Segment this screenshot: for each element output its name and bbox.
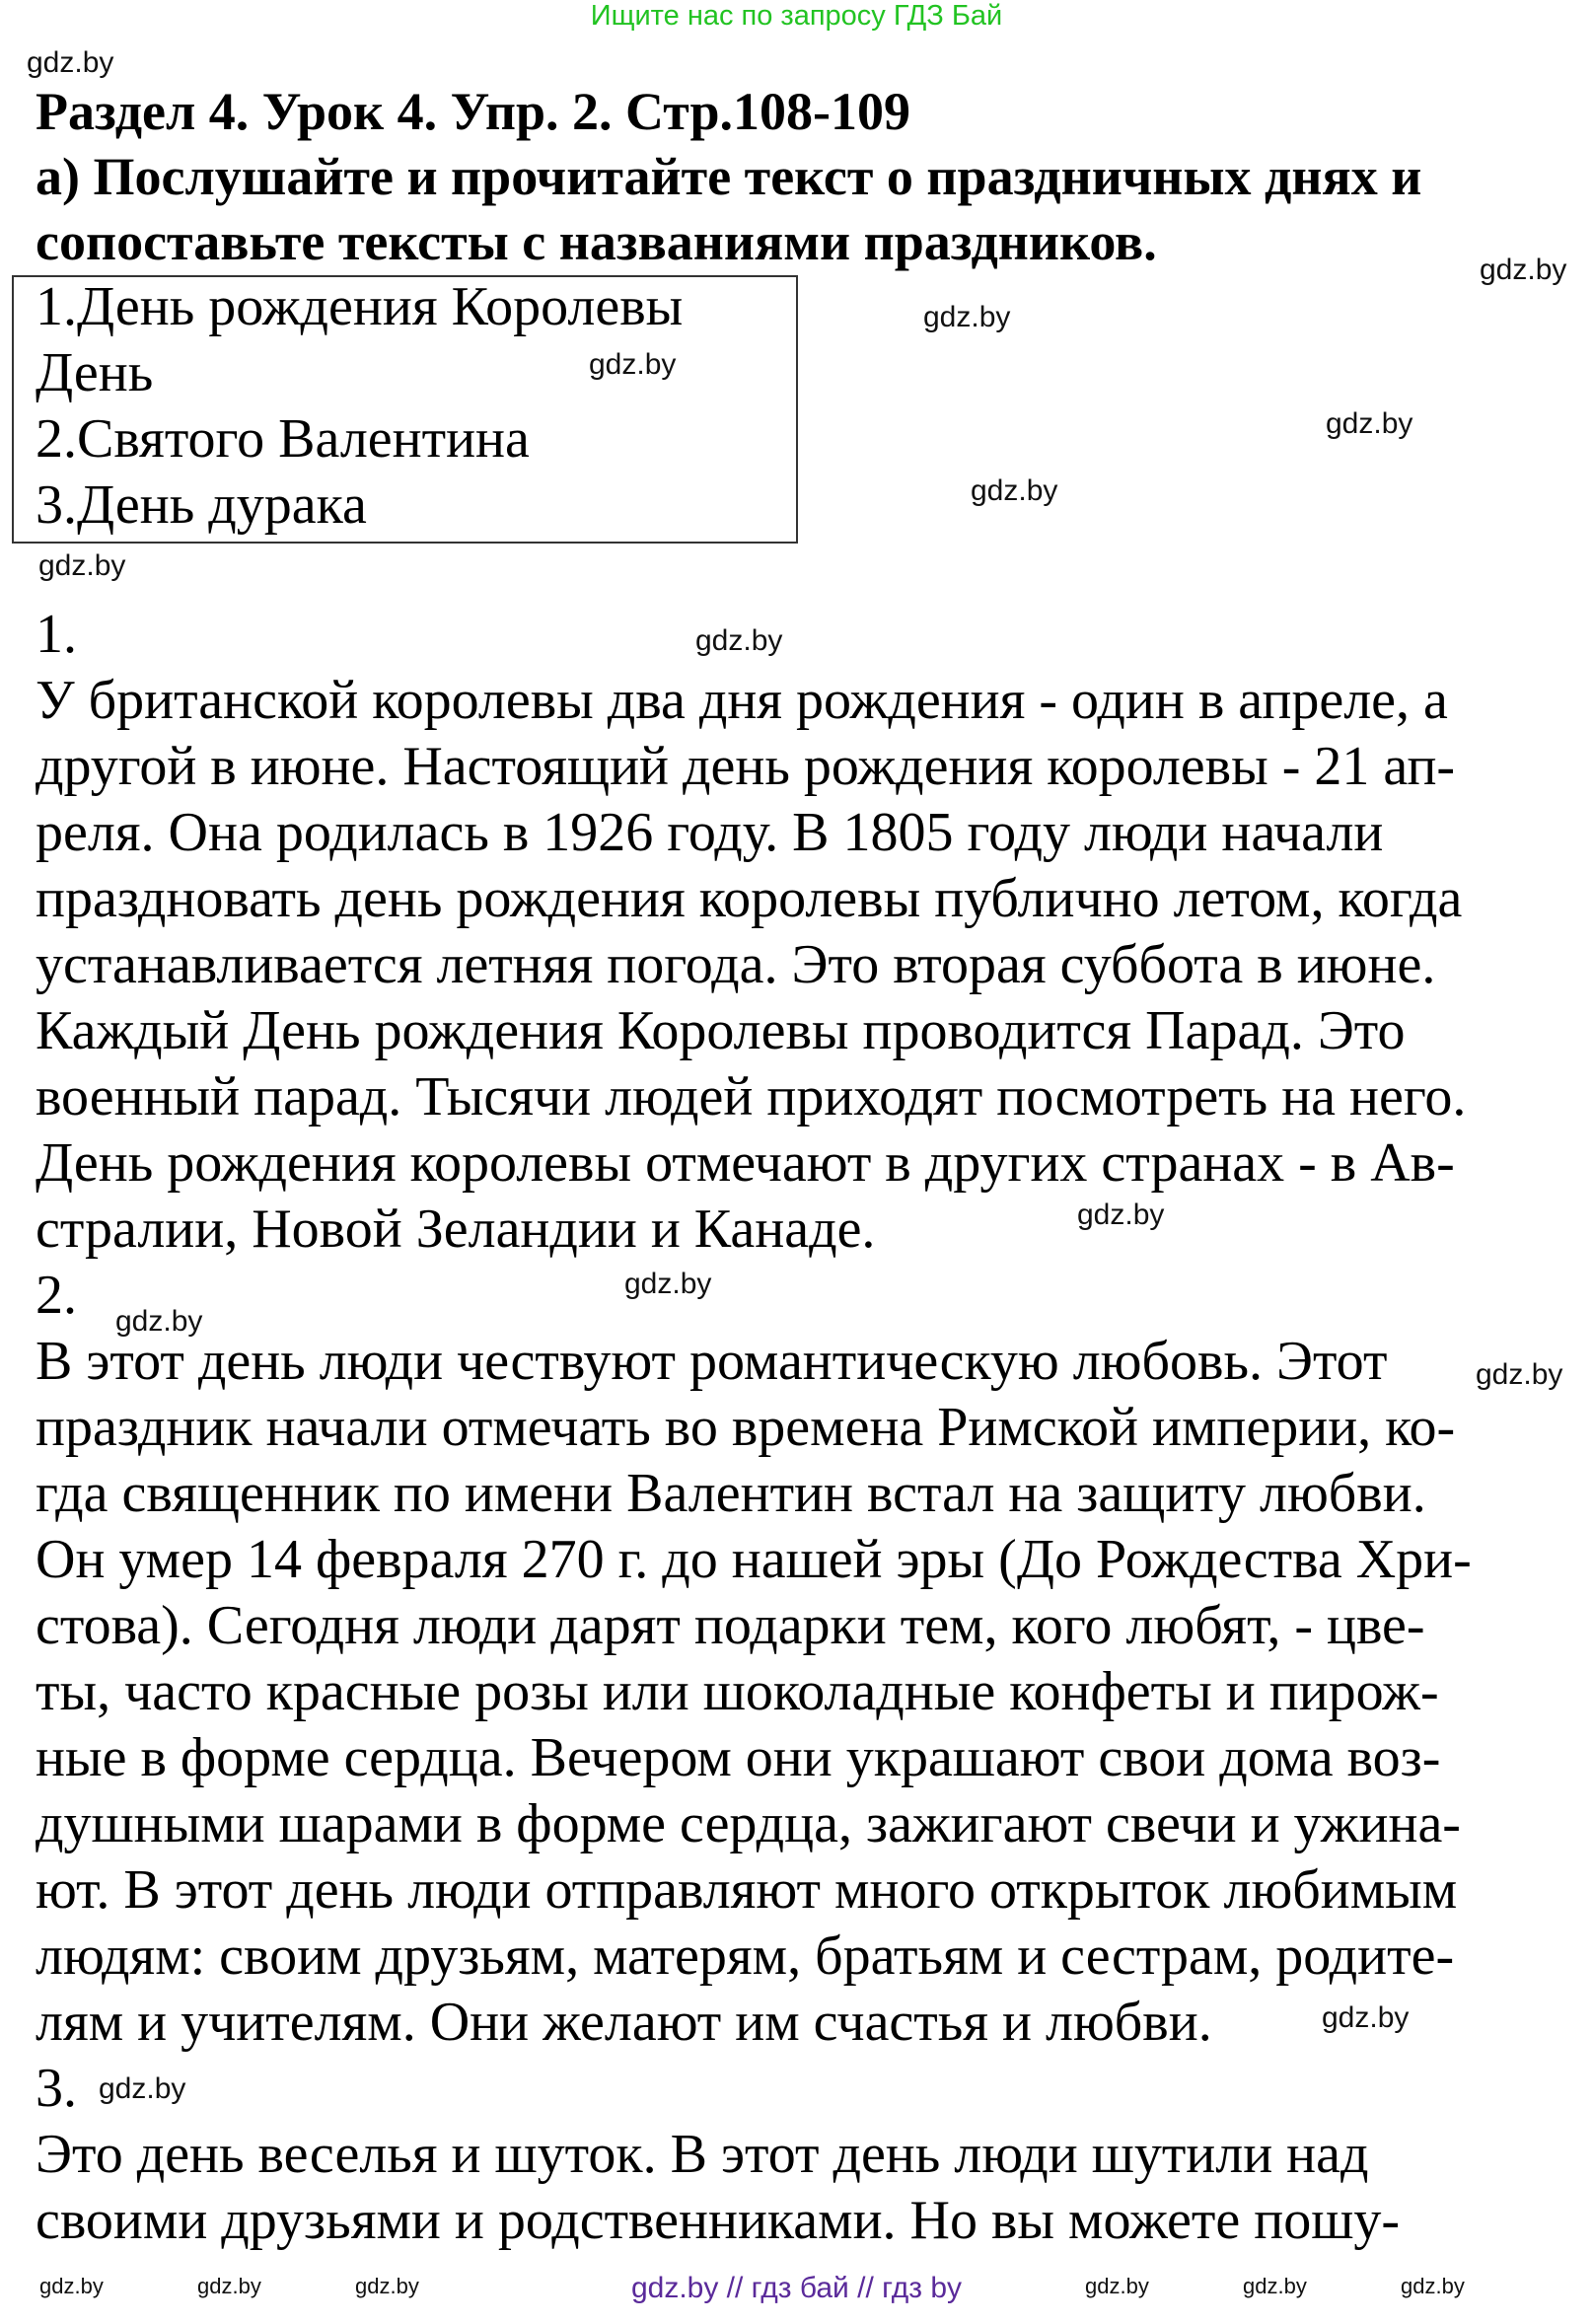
watermark: gdz.by [1476,1358,1563,1391]
text-line: праздник начали отмечать во времена Римской империи, ко- [36,1397,1456,1458]
holiday-name: 3.День дурака [36,474,367,536]
watermark: gdz.by [1480,254,1567,286]
text-line: гда священник по имени Валентин встал на защиту любви. [36,1463,1426,1524]
watermark: gdz.by [38,549,126,582]
text-line: своими друзьями и родственниками. Но вы можете пошу- [36,2190,1400,2251]
watermark: gdz.by [115,1305,203,1338]
text-line: реля. Она родилась в 1926 году. В 1805 году люди начали [36,802,1384,863]
watermark: gdz.by [1085,2274,1149,2298]
watermark: gdz.by [1326,407,1413,440]
watermark: gdz.by [695,624,783,657]
watermark: gdz.by [99,2072,186,2105]
text-line: ты, часто красные розы или шоколадные конфеты и пирож- [36,1661,1439,1722]
section-number: 3. [36,2058,77,2119]
page-title: Раздел 4. Урок 4. Упр. 2. Стр.108-109 [36,82,910,141]
text-line: Он умер 14 февраля 270 г. до нашей эры (До Рождества Хри- [36,1529,1472,1590]
watermark: gdz.by [589,348,677,381]
holiday-name: 1.День рождения Королевы [36,276,684,337]
text-line: праздновать день рождения королевы публично летом, когда [36,868,1463,929]
text-line: людям: своим друзьям, матерям, братьям и сестрам, родите- [36,1925,1455,1987]
text-line: душными шарами в форме сердца, зажигают свечи и ужина- [36,1793,1461,1854]
text-line: ют. В этот день люди отправляют много открыток любимым [36,1859,1458,1921]
search-banner[interactable]: Ищите нас по запросу ГДЗ Бай [590,0,1003,32]
text-line: Это день веселья и шуток. В этот день люди шутили над [36,2124,1369,2185]
task-text: сопоставьте тексты с названиями праздников. [36,212,1157,271]
footer-links[interactable]: gdz.by // гдз бай // гдз by [630,2272,963,2304]
watermark: gdz.by [1322,2001,1410,2034]
holiday-name: День [36,342,154,403]
text-line: У британской королевы два дня рождения - один в апреле, а [36,670,1448,731]
text-line: стова). Сегодня люди дарят подарки тем, кого любят, - цве- [36,1595,1425,1656]
watermark: gdz.by [1077,1198,1165,1231]
text-line: стралии, Новой Зеландии и Канаде. [36,1198,876,1260]
watermark: gdz.by [355,2274,419,2298]
section-number: 2. [36,1265,77,1326]
watermark: gdz.by [1243,2274,1307,2298]
text-line: День рождения королевы отмечают в других странах - в Ав- [36,1132,1455,1194]
section-number: 1. [36,604,77,665]
holiday-name: 2.Святого Валентина [36,408,530,470]
watermark: gdz.by [923,301,1011,333]
text-line: Каждый День рождения Королевы проводится Парад. Это [36,1000,1406,1061]
text-line: ные в форме сердца. Вечером они украшают свои дома воз- [36,1727,1441,1788]
watermark: gdz.by [39,2274,104,2298]
text-line: В этот день люди чествуют романтическую любовь. Этот [36,1331,1388,1392]
task-text: а) Послушайте и прочитайте текст о праздничных днях и [36,147,1422,206]
text-line: лям и учителям. Они желают им счастья и любви. [36,1992,1212,2053]
watermark: gdz.by [27,46,114,79]
text-line: устанавливается летняя погода. Это вторая суббота в июне. [36,934,1436,995]
watermark: gdz.by [624,1268,712,1300]
watermark: gdz.by [197,2274,261,2298]
text-line: другой в июне. Настоящий день рождения королевы - 21 ап- [36,736,1456,797]
watermark: gdz.by [1401,2274,1465,2298]
watermark: gdz.by [971,474,1058,507]
text-line: военный парад. Тысячи людей приходят посмотреть на него. [36,1066,1467,1127]
